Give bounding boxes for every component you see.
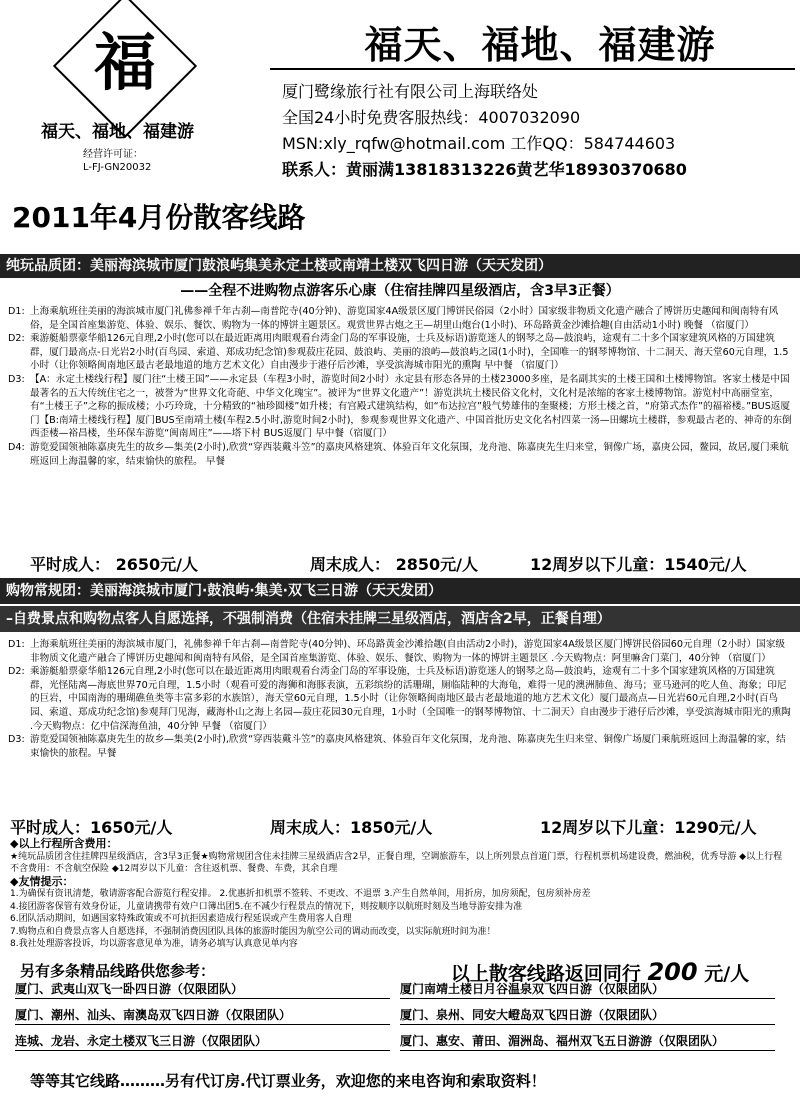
route1-weekday-price: 平时成人： 2650元/人 — [30, 555, 198, 574]
route2-weekday-price: 平时成人：1650元/人 — [10, 818, 173, 837]
includes-heading: ◆以上行程所含费用： — [10, 837, 118, 850]
route2-day3: D3: 游览爱国领袖陈嘉庚先生的故乡—集美(2小时),欣赏“穿西装戴斗笠”的嘉庚风格建筑、体验百年文化氛围，龙舟池、陈嘉庚先生归来堂、铜像广场厦门乘航班返回上海温馨的家，结束愉快的旅程。早餐 — [8, 734, 786, 759]
logo-fu-char: 福 — [93, 26, 156, 99]
route-item: 连城、龙岩、永定土楼双飞三日游（仅限团队） — [15, 1032, 390, 1051]
agency-name: 厦门鹭缘旅行社有限公司上海联络处 — [282, 82, 539, 101]
contact-box — [270, 68, 795, 188]
hotline: 全国24小时免费客服热线：4007032090 — [282, 108, 581, 127]
logo-slogan: 福天、福地、福建游 — [41, 122, 194, 142]
tip-3: 6.团队活动期间，如遇国家特殊政策或不可抗拒因素造成行程延误或产生费用客人自理 — [10, 914, 352, 924]
route2-weekend-price: 周末成人：1850元/人 — [270, 818, 433, 837]
license-label: 经营许可证： — [83, 149, 143, 160]
route1-subbar: ——全程不进购物点游客乐心康（住宿挂牌四星级酒店，含3早3正餐） — [180, 283, 620, 299]
route2-prices — [10, 815, 790, 837]
route1-day3: D3: 【A：永定土楼线行程】厦门往“土楼王国”——永定县（车程3小时，游览时间2小时）永定县有形态各异的土楼23000多座，是名副其实的土楼王国和土楼博物馆。客家土楼是中国最著名的五大传统住宅之一，被誉为“世界文化奇葩、中华文化瑰宝”。被评为“世界文化遗产”！游览洪坑土楼民俗文化村，文化村是浓缩的客家土楼博物馆。游览村中高丽堂室，有“土楼王子”之称的振成楼；小巧玲珑，十分精致的“袖珍圆楼”如升楼；有宫殿式建筑结构，如“布达拉宫”般气势雄伟的奎聚楼；方形土楼之首，“府第式杰作”的福裕楼。”BUS返厦门【B:南靖土楼线行程】厦门BUS至南靖土楼(车程2.5小时,游览时间2小时)，参观参观世界文化遗产、中国首批历史文化名村四菜一汤—田螺坑土楼群，参观最古老的、神奇的东倒西歪楼—裕昌楼，坐环保车游览“闽南周庄”——塔下村 BUS返厦门 早中餐（宿厦门） — [8, 373, 792, 440]
route1-day1: D1: 上海乘航班往美丽的海滨城市厦门礼佛参禅千年古刹—南普陀寺(40分钟)、游览国家4A级景区厦门博饼民俗园（2小时）国家级非物质文化遗产融合了博饼历史趣闻和闽南特有风俗，是全国首座集游览、体验、娱乐、餐饮、购物为一体的博饼主题景区。观赏世界古炮之王—胡里山炮台(1小时)、环岛路黄金沙滩拾趣(自由活动1小时) 晚餐 （宿厦门） — [8, 306, 779, 331]
route2-subbar: –自费景点和购物点客人自愿选择，不强制消费（住宿未挂牌三星级酒店，酒店含2早，正餐自理） — [0, 606, 800, 632]
includes-text: ★纯玩品质团含住挂牌四星级酒店，含3早3正餐★购物常规团含住未挂牌三星级酒店含2早，正餐自理，空调旅游车，以上所列景点首道门票，行程机票机场建设费，燃油税，优秀导游 ◆以上行程不含费用：不含航空保险 ◆12周岁以下儿童：含往返机票、餐费、车费，其余自理 — [10, 851, 783, 874]
return-text: 以上散客线路返回同行 — [450, 963, 641, 985]
route2-day1: D1: 上海乘航班往美丽的海滨城市厦门，礼佛参禅千年古刹—南普陀寺(40分钟)、环岛路黄金沙滩拾趣(自由活动2小时)，游览国家4A级景区厦门博饼民俗园60元自理（2小时）国家级非物质文化遗产融合了博饼历史趣闻和闽南特有风俗，是全国首座集游览、体验、娱乐、餐饮、购物为一体的博饼主题景区 .今天购物点：阿里嘛舍门菜门，40分钟 （宿厦门） — [8, 639, 786, 664]
route2-day2: D2: 乘游艇船票豪华船126元自理,2小时(您可以在最近距离用肉眼观看台湾金门岛的军事设施，士兵及标语)游览迷人的钢琴之岛—鼓浪屿，途观有二十多个国家建筑风格的万国建筑群，光怪陆离—海底世界70元自理，1.5小时（观看可爱的海狮和海豚表演，五彩缤纷的活珊瑚，厕临陆种的大海龟，难得一见的澳洲肺鱼、海马；亚马逊河的吃人鱼、海象；印尼的巨岩，中国南海的珊瑚礁鱼类等丰富多彩的水族馆），海天堂60元自理，1.5小时（让你领略闽南地区最古老最地道的地方艺术文化）厦门最高点—日光岩60元自理,2小时(百鸟园、索道、郑成功纪念馆)参观拜门见海，藏海朴山之海上名园—菽庄花园30元自理，1小时（全国唯一的钢琴博物馆、十二洞天）自由漫步于港仔后沙滩，享受滨海城市阳光的熏陶 .今天购物点：亿中信深海鱼油，40分钟 早餐 （宿厦门） — [8, 666, 791, 732]
route1-bar: 纯玩品质团：美丽海滨城市厦门鼓浪屿集美永定土楼或南靖土楼双飞四日游（天天发团） — [0, 254, 800, 278]
tip-4: 7.购物点和自费景点客人自愿选择，不强制消费因团队具体的旅游时能因为航空公司的调动而改变，以实际航班时间为准！ — [10, 926, 496, 937]
logo-block — [8, 5, 248, 190]
header-slogan: 福天、福地、福建游 — [364, 23, 716, 67]
msn-qq: MSN:xly_rqfw@hotmail.com 工作QQ：584744603 — [282, 134, 676, 153]
return-unit: 元/人 — [704, 963, 750, 985]
route2-itinerary — [8, 638, 794, 760]
route-item: 厦门、惠安、莆田、湄洲岛、福州双飞五日游游（仅限团队） — [400, 1032, 775, 1051]
notes-block — [10, 838, 790, 951]
route1-itinerary — [8, 305, 794, 468]
route1-weekend-price: 周末成人： 2850元/人 — [310, 555, 478, 574]
tip-1: 1.为确保有资讯清楚，敬请游客配合游览行程安排。 2.优惠折扣机票不签转、不更改、不退票 3.产生自然单间，用折房，加房须配，包房须补房差 — [10, 889, 591, 899]
more-routes-title: 另有多条精品线路供您参考： — [20, 962, 216, 980]
route2-child-price: 12周岁以下儿童：1290元/人 — [540, 818, 757, 837]
route-item: 厦门、泉州、同安大嶝岛双飞四日游（仅限团队） — [400, 1006, 775, 1025]
route2-bar: 购物常规团：美丽海滨城市厦门·鼓浪屿·集美·双飞三日游（天天发团） — [0, 578, 800, 604]
route-item: 厦门、武夷山双飞一卧四日游（仅限团队） — [15, 980, 390, 999]
route1-day4: D4: 游览爱国领袖陈嘉庚先生的故乡—集美(2小时),欣赏“穿西装戴斗笠”的嘉庚风格建筑、体验百年文化氛围，龙舟池、陈嘉庚先生归来堂，铜像广场，嘉庚公园，鳌园，故居,厦门乘航班返回上海温馨的家，结束愉快的旅程。 早餐 — [8, 441, 789, 467]
route-item: 厦门南靖土楼日月谷温泉双飞四日游（仅限团队） — [400, 980, 775, 999]
route1-child-price: 12周岁以下儿童：1540元/人 — [530, 555, 747, 574]
contact-persons: 联系人：黄丽满13818313226黄艺华18930370680 — [282, 160, 687, 179]
tip-2: 4.接团游客保管有效身份证，儿童请携带有效户口簿出团5.在不减少行程景点的情况下，则按顺序以航班时刻及当地导游安排为准 — [10, 901, 523, 912]
license-number: L-FJ-GN20032 — [83, 162, 152, 173]
tips-heading: ◆友情提示： — [10, 874, 74, 888]
page-title: 2011年4月份散客线路 — [12, 201, 306, 234]
route-item: 厦门、潮州、汕头、南澳岛双飞四日游（仅限团队） — [15, 1006, 390, 1025]
route1-prices — [20, 552, 790, 574]
tip-5: 8.我社处理游客投诉，均以游客意见单为准，请务必填写认真意见单内容 — [10, 939, 298, 949]
footer-text: 等等其它线路………另有代订房.代订票业务，欢迎您的来电咨询和索取资料！ — [30, 1072, 546, 1090]
return-price: 200 — [647, 958, 698, 986]
route1-day2: D2: 乘游艇船票豪华船126元自理,2小时(您可以在最近距离用肉眼观看台湾金门岛的军事设施，士兵及标语)游览迷人的钢琴之岛—鼓浪屿，途观有二十多个国家建筑风格的万国建筑群，厦门最高点-日光岩2小时(百鸟园、索道、郑成功纪念馆)参观菽庄花园、鼓浪屿、美丽的浪屿—鼓浪屿之园(1小时)，全国唯一的钢琴博物馆、十二洞天、海天堂60元自理，1.5小时（让你领略闽南地区最古老最地道的地方艺术文化）自由漫步于港仔后沙滩，享受滨海城市阳光的熏陶 早中餐 （宿厦门） — [8, 333, 789, 372]
